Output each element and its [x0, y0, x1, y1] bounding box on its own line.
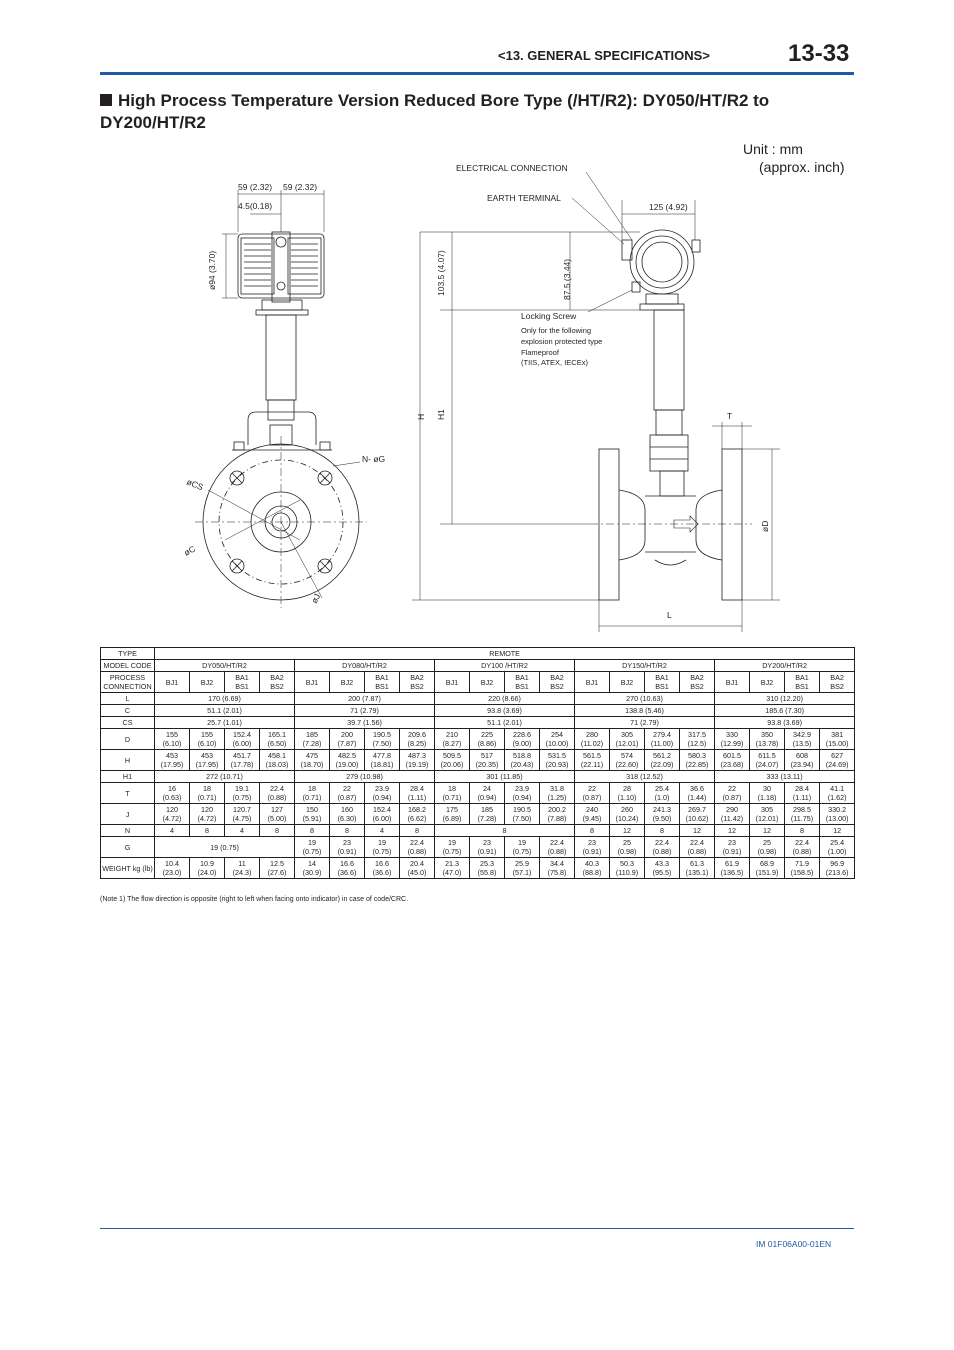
connection-cell: BA1 BS1 — [505, 672, 540, 693]
table-cell: 475 (18.70) — [295, 750, 330, 771]
table-cell: 23 (0.91) — [715, 837, 750, 858]
table-cell: 19 (0.75) — [435, 837, 470, 858]
table-cell: 25.4 (1.00) — [820, 837, 855, 858]
label-locking-screw: Locking Screw — [521, 311, 577, 321]
table-cell: 531.5 (20.93) — [540, 750, 575, 771]
table-cell: 68.9 (151.9) — [750, 858, 785, 879]
table-cell: 39.7 (1.56) — [295, 717, 435, 729]
dim-103-5: 103.5 (4.07) — [436, 250, 446, 296]
table-cell: 22.4 (0.88) — [400, 837, 435, 858]
table-cell: 170 (6.69) — [155, 693, 295, 705]
table-cell: 138.8 (5.46) — [575, 705, 715, 717]
dim-125: 125 (4.92) — [649, 202, 688, 212]
table-cell: 185 (7.28) — [295, 729, 330, 750]
table-cell: 23 (0.91) — [575, 837, 610, 858]
table-cell: 18 (0.71) — [435, 783, 470, 804]
table-cell: 25.3 (55.8) — [470, 858, 505, 879]
table-cell: 175 (6.89) — [435, 804, 470, 825]
table-cell: 342.9 (13.5) — [785, 729, 820, 750]
table-cell: 517 (20.35) — [470, 750, 505, 771]
document-id: IM 01F06A00-01EN — [756, 1239, 832, 1249]
table-cell: 310 (12.20) — [715, 693, 855, 705]
table-cell: 25.7 (1.01) — [155, 717, 295, 729]
model-dy080: DY080/HT/R2 — [295, 660, 435, 672]
table-cell: 608 (23.94) — [785, 750, 820, 771]
table-cell: 96.9 (213.6) — [820, 858, 855, 879]
table-cell: 71 (2.79) — [295, 705, 435, 717]
table-cell: 14 (30.9) — [295, 858, 330, 879]
row-label: H — [101, 750, 155, 771]
table-cell: 155 (6.10) — [155, 729, 190, 750]
table-cell: 601.5 (23.68) — [715, 750, 750, 771]
table-cell: 71.9 (158.5) — [785, 858, 820, 879]
right-dimensions — [412, 172, 780, 632]
row-label: N — [101, 825, 155, 837]
table-cell: 254 (10.00) — [540, 729, 575, 750]
table-cell: 272 (10.71) — [155, 771, 295, 783]
table-cell: 627 (24.69) — [820, 750, 855, 771]
connection-cell: BA2 BS2 — [400, 672, 435, 693]
row-label: T — [101, 783, 155, 804]
unit-line-2: (approx. inch) — [759, 159, 845, 175]
label-c: øC — [182, 543, 197, 558]
table-cell: 12 — [715, 825, 750, 837]
table-cell: 22.4 (0.88) — [260, 783, 295, 804]
table-cell: 12 — [750, 825, 785, 837]
table-cell: 8 — [400, 825, 435, 837]
table-row — [101, 825, 855, 837]
table-cell: 477.8 (18.81) — [365, 750, 400, 771]
label-earth-terminal: EARTH TERMINAL — [487, 193, 561, 203]
table-cell: 25 (0.98) — [750, 837, 785, 858]
page-number: 13-33 — [788, 40, 850, 67]
row-label: C — [101, 705, 155, 717]
table-cell: 561.5 (22.11) — [575, 750, 610, 771]
table-cell: 453 (17.95) — [190, 750, 225, 771]
locking-note-1: Only for the following — [521, 326, 592, 335]
table-cell: 190.5 (7.50) — [505, 804, 540, 825]
table-cell: 8 — [435, 825, 575, 837]
connection-cell: BA1 BS1 — [785, 672, 820, 693]
table-cell: 280 (11.02) — [575, 729, 610, 750]
table-cell: 200 (7.87) — [295, 693, 435, 705]
table-row — [101, 705, 855, 717]
table-cell: 330.2 (13.00) — [820, 804, 855, 825]
table-cell: 8 — [575, 825, 610, 837]
type-label: TYPE — [101, 648, 155, 660]
table-cell: 160 (6.30) — [330, 804, 365, 825]
table-cell: 16.6 (36.6) — [330, 858, 365, 879]
table-cell: 25 (0.98) — [610, 837, 645, 858]
table-cell: 350 (13.78) — [750, 729, 785, 750]
table-cell: 305 (12.01) — [610, 729, 645, 750]
table-cell: 12 — [820, 825, 855, 837]
unit-line-1: Unit : mm — [743, 141, 803, 157]
table-cell: 41.1 (1.62) — [820, 783, 855, 804]
table-cell: 24 (0.94) — [470, 783, 505, 804]
table-cell: 240 (9.45) — [575, 804, 610, 825]
table-cell: 127 (5.00) — [260, 804, 295, 825]
connection-cell: BA2 BS2 — [540, 672, 575, 693]
connection-cell: BJ1 — [435, 672, 470, 693]
label-n-g: N- øG — [362, 454, 386, 464]
connection-cell: BA2 BS2 — [820, 672, 855, 693]
row-label: G — [101, 837, 155, 858]
table-cell: 482.5 (19.00) — [330, 750, 365, 771]
connection-cell: BA1 BS1 — [365, 672, 400, 693]
table-cell: 18 (0.71) — [295, 783, 330, 804]
row-label: J — [101, 804, 155, 825]
table-cell: 228.6 (9.00) — [505, 729, 540, 750]
table-cell: 120 (4.72) — [190, 804, 225, 825]
table-cell: 270 (10.63) — [575, 693, 715, 705]
row-label: CS — [101, 717, 155, 729]
table-cell: 330 (12.99) — [715, 729, 750, 750]
connection-cell: BJ2 — [470, 672, 505, 693]
table-cell: 28.4 (1.11) — [785, 783, 820, 804]
connection-cell: BA1 BS1 — [225, 672, 260, 693]
section-title-text: High Process Temperature Version Reduced Bore Type (/HT/R2): DY050/HT/R2 to DY200/HT/R2 — [100, 91, 770, 132]
table-cell: 185 (7.28) — [470, 804, 505, 825]
table-row — [101, 693, 855, 705]
table-cell: 50.3 (110.9) — [610, 858, 645, 879]
table-cell: 290 (11.42) — [715, 804, 750, 825]
label-cs: øCS — [185, 476, 205, 493]
table-cell: 561.2 (22.09) — [645, 750, 680, 771]
table-cell: 451.7 (17.78) — [225, 750, 260, 771]
table-row — [101, 858, 855, 879]
connection-cell: BA2 BS2 — [680, 672, 715, 693]
table-cell: 23.9 (0.94) — [505, 783, 540, 804]
table-cell: 22.4 (0.88) — [645, 837, 680, 858]
table-cell: 43.3 (95.5) — [645, 858, 680, 879]
table-cell: 28 (1.10) — [610, 783, 645, 804]
table-row-model — [101, 660, 855, 672]
table-cell: 22 (0.87) — [575, 783, 610, 804]
table-cell: 4 — [155, 825, 190, 837]
table-cell: 241.3 (9.50) — [645, 804, 680, 825]
table-cell: 12.5 (27.6) — [260, 858, 295, 879]
left-transmitter-head — [238, 232, 324, 315]
table-cell: 25.4 (1.0) — [645, 783, 680, 804]
table-cell: 8 — [190, 825, 225, 837]
table-cell: 518.8 (20.43) — [505, 750, 540, 771]
table-cell: 152.4 (6.00) — [365, 804, 400, 825]
table-row — [101, 729, 855, 750]
table-cell: 298.5 (11.75) — [785, 804, 820, 825]
table-cell: 8 — [785, 825, 820, 837]
label-d: øD — [760, 520, 770, 532]
table-cell: 210 (8.27) — [435, 729, 470, 750]
table-cell: 279.4 (11.00) — [645, 729, 680, 750]
table-row-type — [101, 648, 855, 660]
table-row — [101, 717, 855, 729]
table-cell: 301 (11.85) — [435, 771, 575, 783]
table-cell: 19 (0.75) — [155, 837, 295, 858]
table-cell: 458.1 (18.03) — [260, 750, 295, 771]
table-cell: 16 (0.63) — [155, 783, 190, 804]
table-cell: 220 (8.66) — [435, 693, 575, 705]
table-cell: 185.6 (7.30) — [715, 705, 855, 717]
right-neck — [650, 310, 688, 496]
table-cell: 12 — [610, 825, 645, 837]
connection-cell: BJ2 — [330, 672, 365, 693]
connection-cell: BJ2 — [610, 672, 645, 693]
table-cell: 305 (12.01) — [750, 804, 785, 825]
table-cell: 10.4 (23.0) — [155, 858, 190, 879]
label-h1: H1 — [436, 409, 446, 420]
label-t: T — [727, 411, 733, 421]
table-cell: 168.2 (6.62) — [400, 804, 435, 825]
table-cell: 260 (10.24) — [610, 804, 645, 825]
left-neck — [266, 315, 296, 420]
table-cell: 8 — [330, 825, 365, 837]
dim-59-left: 59 (2.32) — [238, 182, 273, 192]
locking-note-3: Flameproof — [521, 348, 559, 357]
section-header: <13. GENERAL SPECIFICATIONS> — [498, 48, 710, 63]
table-cell: 40.3 (88.8) — [575, 858, 610, 879]
table-cell: 209.6 (8.25) — [400, 729, 435, 750]
table-cell: 12 — [680, 825, 715, 837]
row-label: H1 — [101, 771, 155, 783]
table-cell: 4 — [365, 825, 400, 837]
table-cell: 23.9 (0.94) — [365, 783, 400, 804]
table-cell: 317.5 (12.5) — [680, 729, 715, 750]
model-dy100: DY100 /HT/R2 — [435, 660, 575, 672]
connection-cell: BA2 BS2 — [260, 672, 295, 693]
table-cell: 318 (12.52) — [575, 771, 715, 783]
table-cell: 23 (0.91) — [330, 837, 365, 858]
right-body — [590, 449, 752, 600]
table-row — [101, 783, 855, 804]
label-electrical-connection: ELECTRICAL CONNECTION — [456, 163, 568, 173]
table-cell: 611.5 (24.07) — [750, 750, 785, 771]
table-row — [101, 837, 855, 858]
connection-cell: BJ1 — [295, 672, 330, 693]
flowmeter-drawing — [0, 0, 954, 640]
row-label: L — [101, 693, 155, 705]
table-row — [101, 771, 855, 783]
table-cell: 22 (0.87) — [715, 783, 750, 804]
table-cell: 22.4 (0.88) — [785, 837, 820, 858]
table-cell: 11 (24.3) — [225, 858, 260, 879]
table-cell: 71 (2.79) — [575, 717, 715, 729]
dim-94: ø94 (3.70) — [207, 250, 217, 290]
table-row — [101, 750, 855, 771]
table-cell: 155 (6.10) — [190, 729, 225, 750]
label-l: L — [667, 610, 672, 620]
table-cell: 150 (5.91) — [295, 804, 330, 825]
label-j: øJ — [308, 591, 323, 605]
footer-rule — [100, 1228, 854, 1229]
table-cell: 19 (0.75) — [295, 837, 330, 858]
table-cell: 225 (8.86) — [470, 729, 505, 750]
table-cell: 23 (0.91) — [470, 837, 505, 858]
table-cell: 31.8 (1.25) — [540, 783, 575, 804]
table-cell: 453 (17.95) — [155, 750, 190, 771]
table-cell: 8 — [295, 825, 330, 837]
connection-cell: BJ2 — [190, 672, 225, 693]
table-cell: 19 (0.75) — [505, 837, 540, 858]
table-cell: 25.9 (57.1) — [505, 858, 540, 879]
model-dy200: DY200/HT/R2 — [715, 660, 855, 672]
table-note: (Note 1) The flow direction is opposite (right to left when facing onto indicator) in case of code/CRC. — [100, 896, 409, 903]
dim-4-5: 4.5(0.18) — [238, 201, 273, 211]
row-label: D — [101, 729, 155, 750]
table-row-process-connection — [101, 672, 855, 693]
table-cell: 51.1 (2.01) — [155, 705, 295, 717]
table-cell: 120 (4.72) — [155, 804, 190, 825]
table-cell: 120.7 (4.75) — [225, 804, 260, 825]
table-cell: 4 — [225, 825, 260, 837]
connection-cell: BJ1 — [715, 672, 750, 693]
table-cell: 22 (0.87) — [330, 783, 365, 804]
table-cell: 165.1 (6.50) — [260, 729, 295, 750]
table-cell: 36.6 (1.44) — [680, 783, 715, 804]
connection-cell: BJ1 — [575, 672, 610, 693]
table-cell: 269.7 (10.62) — [680, 804, 715, 825]
table-cell: 18 (0.71) — [190, 783, 225, 804]
right-transmitter-head — [622, 230, 700, 310]
model-code-label: MODEL CODE — [101, 660, 155, 672]
table-cell: 190.5 (7.50) — [365, 729, 400, 750]
table-cell: 61.3 (135.1) — [680, 858, 715, 879]
table-cell: 51.1 (2.01) — [435, 717, 575, 729]
connection-cell: BJ2 — [750, 672, 785, 693]
locking-note-4: (TIIS, ATEX, IECEx) — [521, 358, 588, 367]
process-connection-label: PROCESS CONNECTION — [101, 672, 155, 693]
table-cell: 28.4 (1.11) — [400, 783, 435, 804]
table-cell: 574 (22.60) — [610, 750, 645, 771]
table-cell: 20.4 (45.0) — [400, 858, 435, 879]
model-dy050: DY050/HT/R2 — [155, 660, 295, 672]
table-cell: 200 (7.87) — [330, 729, 365, 750]
table-cell: 381 (15.00) — [820, 729, 855, 750]
table-cell: 16.6 (36.6) — [365, 858, 400, 879]
table-cell: 509.5 (20.06) — [435, 750, 470, 771]
table-cell: 19 (0.75) — [365, 837, 400, 858]
table-cell: 93.8 (3.69) — [715, 717, 855, 729]
table-cell: 487.3 (19.19) — [400, 750, 435, 771]
table-row — [101, 804, 855, 825]
table-cell: 34.4 (75.8) — [540, 858, 575, 879]
label-h: H — [416, 413, 426, 420]
specification-table — [100, 647, 855, 879]
row-label: WEIGHT kg (lb) — [101, 858, 155, 879]
connection-cell: BA1 BS1 — [645, 672, 680, 693]
locking-note-2: explosion protected type — [521, 337, 603, 346]
table-cell: 21.3 (47.0) — [435, 858, 470, 879]
table-cell: 61.9 (136.5) — [715, 858, 750, 879]
table-cell: 580.3 (22.85) — [680, 750, 715, 771]
table-cell: 152.4 (6.00) — [225, 729, 260, 750]
dim-87-5: 87.5 (3.44) — [562, 258, 572, 300]
table-cell: 22.4 (0.88) — [540, 837, 575, 858]
table-cell: 30 (1.18) — [750, 783, 785, 804]
table-cell: 22.4 (0.88) — [680, 837, 715, 858]
table-cell: 8 — [645, 825, 680, 837]
table-cell: 200.2 (7.88) — [540, 804, 575, 825]
dim-59-right: 59 (2.32) — [283, 182, 318, 192]
table-cell: 10.9 (24.0) — [190, 858, 225, 879]
table-cell: 333 (13.11) — [715, 771, 855, 783]
model-dy150: DY150/HT/R2 — [575, 660, 715, 672]
table-cell: 8 — [260, 825, 295, 837]
type-value: REMOTE — [155, 648, 855, 660]
table-cell: 19.1 (0.75) — [225, 783, 260, 804]
table-cell: 279 (10.98) — [295, 771, 435, 783]
left-flange — [195, 436, 367, 608]
table-cell: 93.8 (3.69) — [435, 705, 575, 717]
connection-cell: BJ1 — [155, 672, 190, 693]
